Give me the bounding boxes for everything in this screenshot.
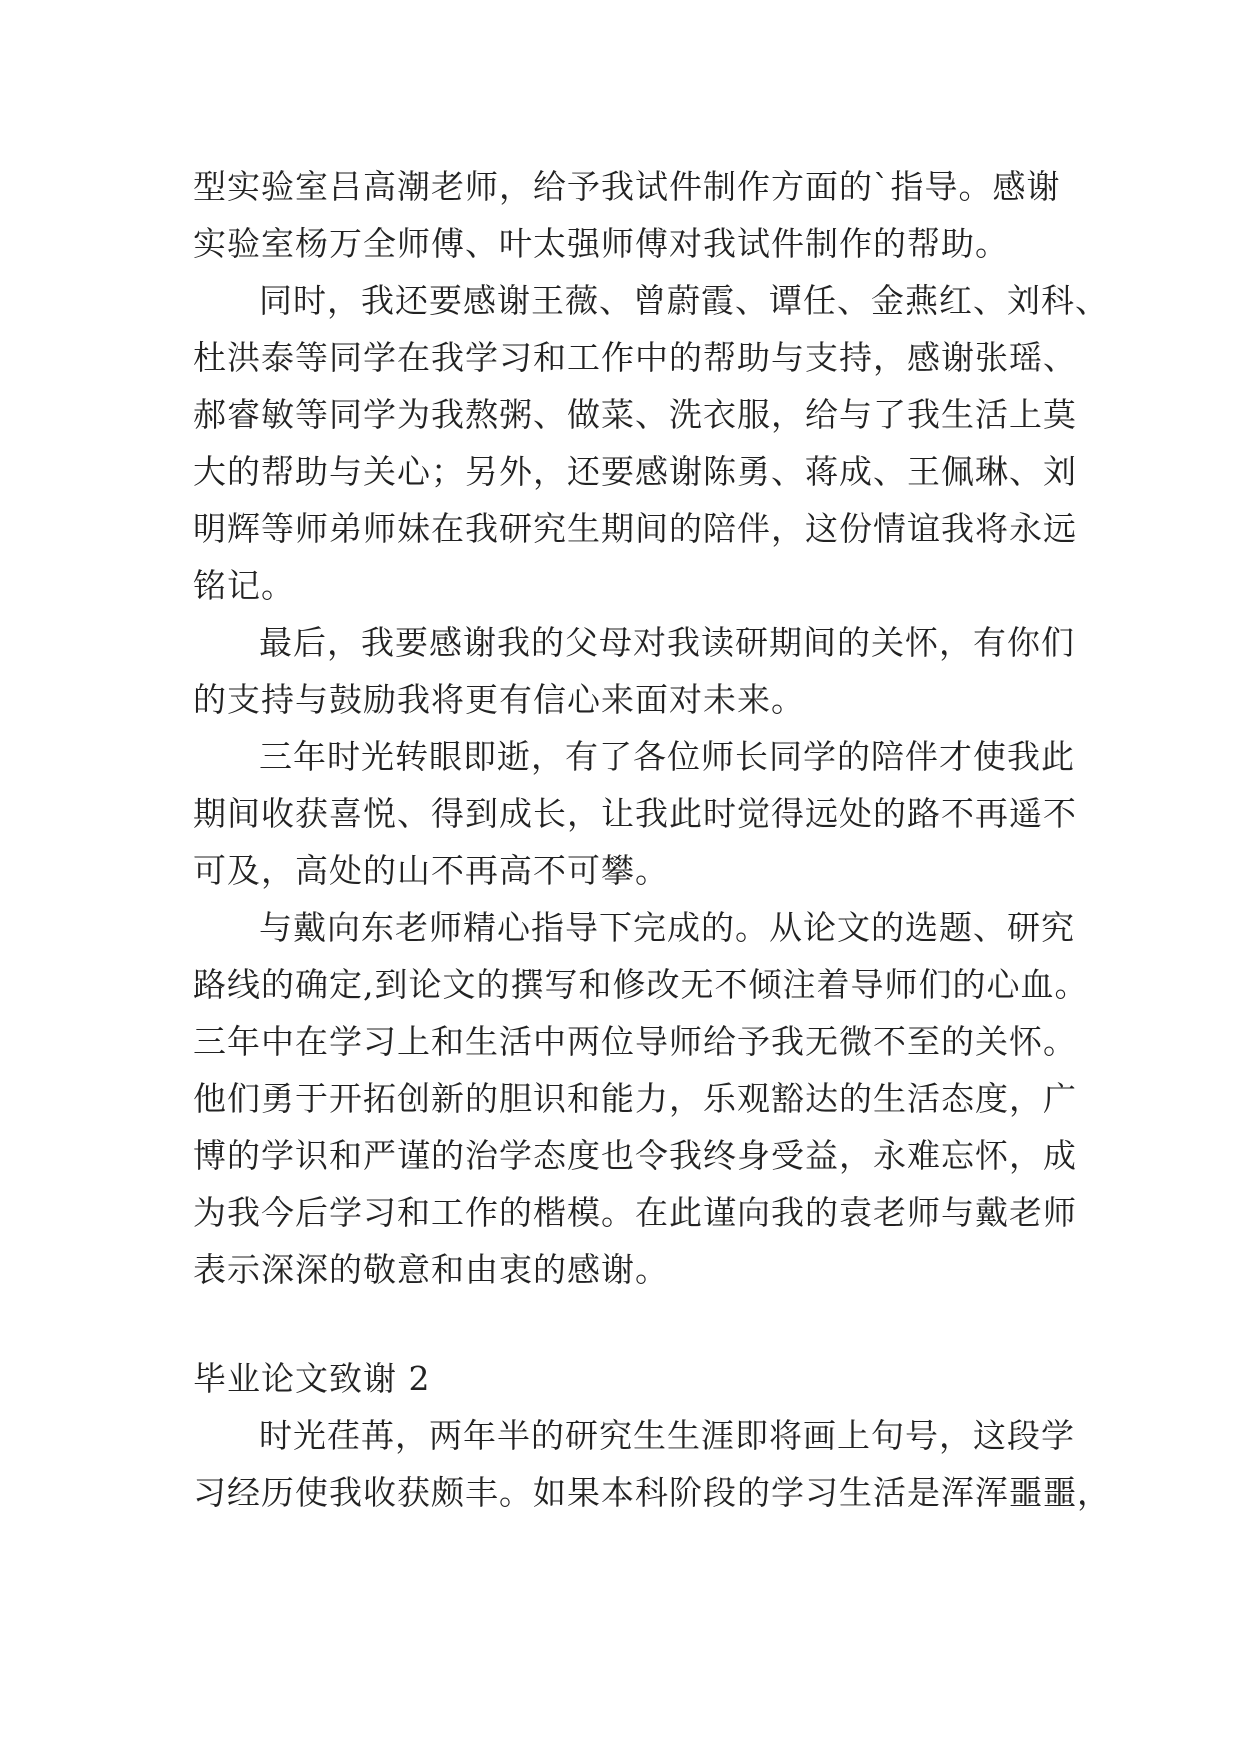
text-line: 可及，高处的山不再高不可攀。 <box>193 851 669 890</box>
text-line: 三年时光转眼即逝，有了各位师长同学的陪伴才使我此 <box>259 737 1075 776</box>
document-page <box>193 158 1111 1521</box>
text-line: 路线的确定,到论文的撰写和修改无不倾注着导师们的心血。 <box>193 965 1089 1004</box>
text-line: 为我今后学习和工作的楷模。在此谨向我的袁老师与戴老师 <box>193 1193 1077 1232</box>
text-line: 明辉等师弟师妹在我研究生期间的陪伴，这份情谊我将永远 <box>193 509 1077 548</box>
text-line: 与戴向东老师精心指导下完成的。从论文的选题、研究 <box>259 908 1075 947</box>
paragraph <box>193 614 1075 728</box>
text-line: 同时，我还要感谢王薇、曾蔚霞、谭任、金燕红、刘科、 <box>259 281 1109 320</box>
paragraph <box>193 158 1061 272</box>
text-line: 最后，我要感谢我的父母对我读研期间的关怀，有你们 <box>259 623 1075 662</box>
text-line: 的支持与鼓励我将更有信心来面对未来。 <box>193 680 805 719</box>
text-line: 郝睿敏等同学为我熬粥、做菜、洗衣服，给与了我生活上莫 <box>193 395 1077 434</box>
text-line: 他们勇于开拓创新的胆识和能力，乐观豁达的生活态度，广 <box>193 1079 1077 1118</box>
section-heading: 毕业论文致谢 2 <box>193 1359 431 1398</box>
text-line: 习经历使我收获颇丰。如果本科阶段的学习生活是浑浑噩噩， <box>193 1473 1111 1512</box>
paragraph <box>193 272 1109 614</box>
text-line: 实验室杨万全师傅、叶太强师傅对我试件制作的帮助。 <box>193 224 1009 263</box>
text-line: 期间收获喜悦、得到成长，让我此时觉得远处的路不再遥不 <box>193 794 1077 833</box>
text-line: 杜洪泰等同学在我学习和工作中的帮助与支持，感谢张瑶、 <box>193 338 1077 377</box>
text-line: 时光荏苒，两年半的研究生生涯即将画上句号，这段学 <box>259 1416 1075 1455</box>
paragraph <box>193 899 1089 1298</box>
text-line: 博的学识和严谨的治学态度也令我终身受益，永难忘怀，成 <box>193 1136 1077 1175</box>
text-line: 铭记。 <box>193 566 295 605</box>
text-line: 三年中在学习上和生活中两位导师给予我无微不至的关怀。 <box>193 1022 1077 1061</box>
text-line: 大的帮助与关心；另外，还要感谢陈勇、蒋成、王佩琳、刘 <box>193 452 1077 491</box>
paragraph <box>193 1407 1111 1521</box>
text-line: 表示深深的敬意和由衷的感谢。 <box>193 1250 669 1289</box>
paragraph <box>193 728 1077 899</box>
text-line: 型实验室吕高潮老师，给予我试件制作方面的`指导。感谢 <box>193 167 1061 206</box>
